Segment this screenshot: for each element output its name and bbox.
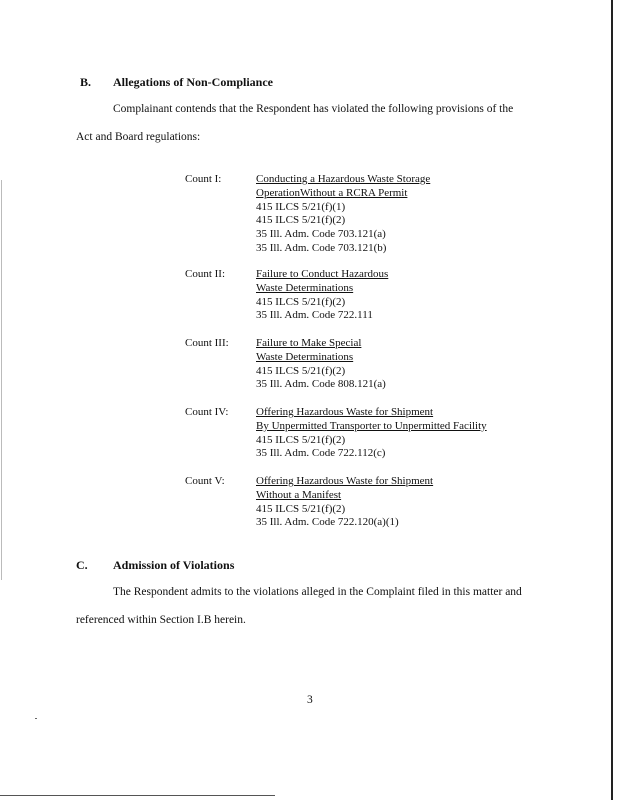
- count-2-citation: 415 ILCS 5/21(f)(2): [256, 295, 346, 308]
- count-4-title-line2: By Unpermitted Transporter to Unpermitted Facility: [256, 419, 487, 432]
- count-5-label: Count V:: [185, 475, 225, 487]
- page-number: 3: [307, 694, 313, 706]
- count-3-title-line2: Waste Determinations: [256, 350, 354, 363]
- count-1-citation: 35 Ill. Adm. Code 703.121(b): [256, 241, 387, 254]
- count-4-label: Count IV:: [185, 406, 229, 418]
- count-5-title-line1: Offering Hazardous Waste for Shipment: [256, 475, 434, 487]
- count-1-block: [256, 173, 430, 256]
- count-1-title-line2: OperationWithout a RCRA Permit: [256, 186, 408, 199]
- section-c-para-line2: referenced within Section I.B herein.: [76, 614, 246, 626]
- count-2-title-line1: Failure to Conduct Hazardous: [256, 268, 389, 280]
- count-4-block: [256, 406, 487, 461]
- count-4-citation: 415 ILCS 5/21(f)(2): [256, 433, 346, 446]
- count-3-title-line1: Failure to Make Special: [256, 337, 362, 349]
- count-2-label: Count II:: [185, 268, 226, 280]
- count-1-title-line1: Conducting a Hazardous Waste Storage: [256, 173, 431, 185]
- count-2-block: [256, 268, 388, 323]
- count-5-citation: 415 ILCS 5/21(f)(2): [256, 502, 346, 515]
- count-1-citation: 35 Ill. Adm. Code 703.121(a): [256, 228, 386, 241]
- count-1-citation: 415 ILCS 5/21(f)(2): [256, 214, 346, 227]
- count-3-citation: 415 ILCS 5/21(f)(2): [256, 364, 346, 377]
- section-c-letter: C.: [76, 558, 88, 572]
- section-b-letter: B.: [80, 75, 92, 89]
- count-3-label: Count III:: [185, 337, 229, 349]
- count-5-title-line2: Without a Manifest: [256, 488, 342, 501]
- section-b-intro-line2: Act and Board regulations:: [76, 131, 201, 143]
- count-4-title-line1: Offering Hazardous Waste for Shipment: [256, 406, 434, 418]
- count-3-citation: 35 Ill. Adm. Code 808.121(a): [256, 378, 386, 391]
- scan-edge-bottom: [0, 795, 275, 796]
- scan-edge-left: [1, 180, 2, 580]
- scan-speck: [35, 718, 37, 719]
- count-1-citation: 415 ILCS 5/21(f)(1): [256, 200, 346, 213]
- section-b-title: Allegations of Non-Compliance: [113, 75, 273, 89]
- count-5-citation: 35 Ill. Adm. Code 722.120(a)(1): [256, 516, 399, 529]
- section-c-para-line1: The Respondent admits to the violations alleged in the Complaint filed in this matter and: [113, 586, 522, 598]
- count-4-citation: 35 Ill. Adm. Code 722.112(c): [256, 447, 386, 460]
- count-3-block: [256, 337, 386, 392]
- section-b-intro-line1: Complainant contends that the Respondent has violated the following provisions of the: [113, 103, 514, 115]
- count-5-block: [256, 475, 433, 530]
- section-c-title: Admission of Violations: [113, 558, 235, 572]
- scan-edge-right: [611, 0, 613, 800]
- count-2-citation: 35 Ill. Adm. Code 722.111: [256, 309, 373, 322]
- count-2-title-line2: Waste Determinations: [256, 281, 354, 294]
- count-1-label: Count I:: [185, 173, 222, 185]
